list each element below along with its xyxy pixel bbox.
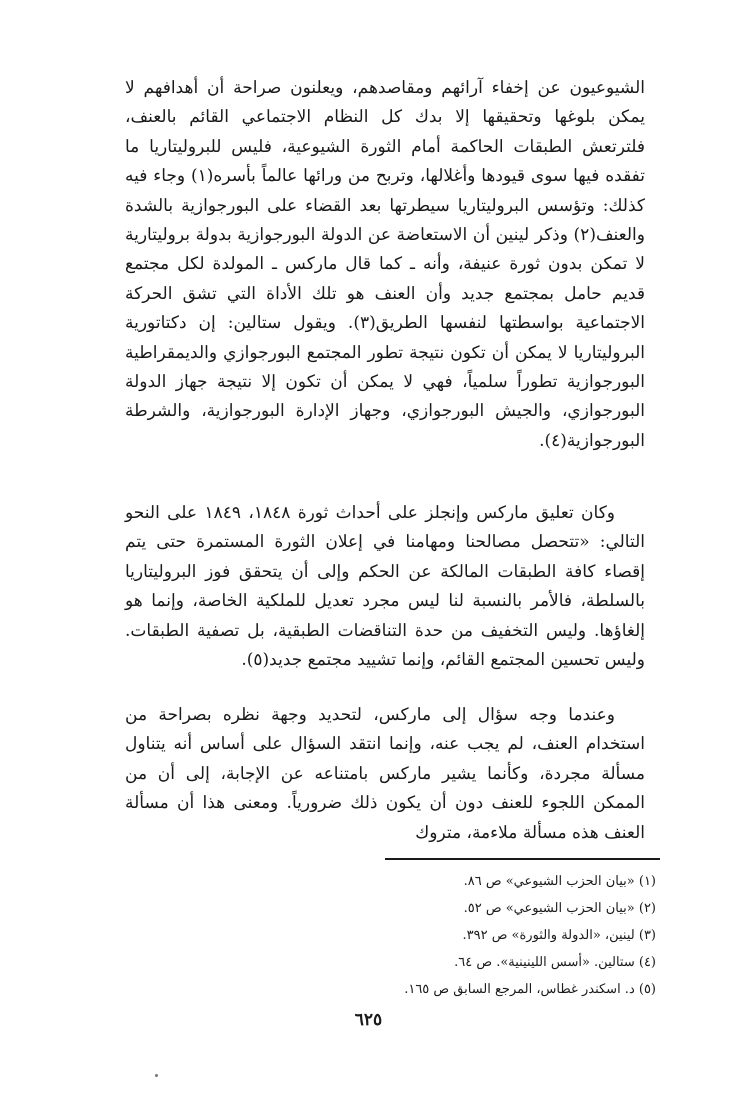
footnote-3: (٣) لينين، «الدولة والثورة» ص ٣٩٢. xyxy=(462,928,656,943)
scan-speck xyxy=(155,1074,158,1077)
body-paragraph-2: وكان تعليق ماركس وإنجلز على أحداث ثورة ١٨٤٨، ١٨٤٩ على النحو التالي: «تتحصل مصالحنا ومهامنا في إعلان الثورة المستمرة حتى يتم إقصاء كافة الطبقات المالكة عن الحكم وإلى أن يتحقق فوز البروليتاريا بالسلطة، فالأمر بالنسبة لنا ليس مجرد تعديل للملكية الخاصة، وإنما هو إلغاؤها. وليس التخفيف من حدة التناقضات الطبقية، بل تصفية الطبقات. وليس تحسين المجتمع القائم، وإنما تشييد مجتمع جديد(٥). xyxy=(125,503,645,671)
footnotes xyxy=(300,868,656,1003)
footnote-2: (٢) «بيان الحزب الشيوعي» ص ٥٢. xyxy=(463,901,656,916)
footnote-5: (٥) د. اسكندر غطاس، المرجع السابق ص ١٦٥. xyxy=(404,982,656,997)
footnote-1: (١) «بيان الحزب الشيوعي» ص ٨٦. xyxy=(463,874,656,889)
body-paragraph-1: الشيوعيون عن إخفاء آرائهم ومقاصدهم، ويعلنون صراحة أن أهدافهم لا يمكن بلوغها وتحقيقها إلا بدك كل النظام الاجتماعي القائم بالعنف، فلترتعش الطبقات الحاكمة أمام الثورة الشيوعية، فليس للبروليتاريا ما تفقده فيها سوى قيودها وأغلالها، وتربح من ورائها عالماً بأسره(١) وجاء فيه كذلك: وتؤسس البروليتاريا سيطرتها بعد القضاء على البورجوازية بالشدة والعنف(٢) وذكر لينين أن الاستعاضة عن الدولة البورجوازية بدولة بروليتارية لا تمكن بدون ثورة عنيفة، وأنه ـ كما قال ماركس ـ المولدة لكل مجتمع قديم حامل بمجتمع جديد وأن العنف هو تلك الأداة التي تشق الحركة الاجتماعية بواسطتها لنفسها الطريق(٣). ويقول ستالين: إن دكتاتورية البروليتاريا لا يمكن أن تكون نتيجة تطور المجتمع البورجوازي والديمقراطية البورجوازية تطوراً سلمياً، فهي لا يمكن أن تكون إلا نتيجة جهاز الدولة البورجوازي، والجيش البورجوازي، وجهاز الإدارة البورجوازية، والشرطة البورجوازية(٤). xyxy=(125,78,646,451)
body-paragraph-3: وعندما وجه سؤال إلى ماركس، لتحديد وجهة نظره بصراحة من استخدام العنف، لم يجب عنه، وإنما انتقد السؤال على أساس أنه يتناول مسألة مجردة، وكأنما يشير ماركس بامتناعه عن الإجابة، إلى أن من الممكن اللجوء للعنف دون أن يكون ذلك ضرورياً. ومعنى هذا أن مسألة العنف هذه مسألة ملاءمة، متروك xyxy=(125,705,645,843)
footnote-4: (٤) ستالين. «أسس اللينينية». ص ٦٤. xyxy=(454,955,656,970)
page-number: ٦٢٥ xyxy=(354,1010,383,1030)
footnote-separator xyxy=(385,858,660,860)
